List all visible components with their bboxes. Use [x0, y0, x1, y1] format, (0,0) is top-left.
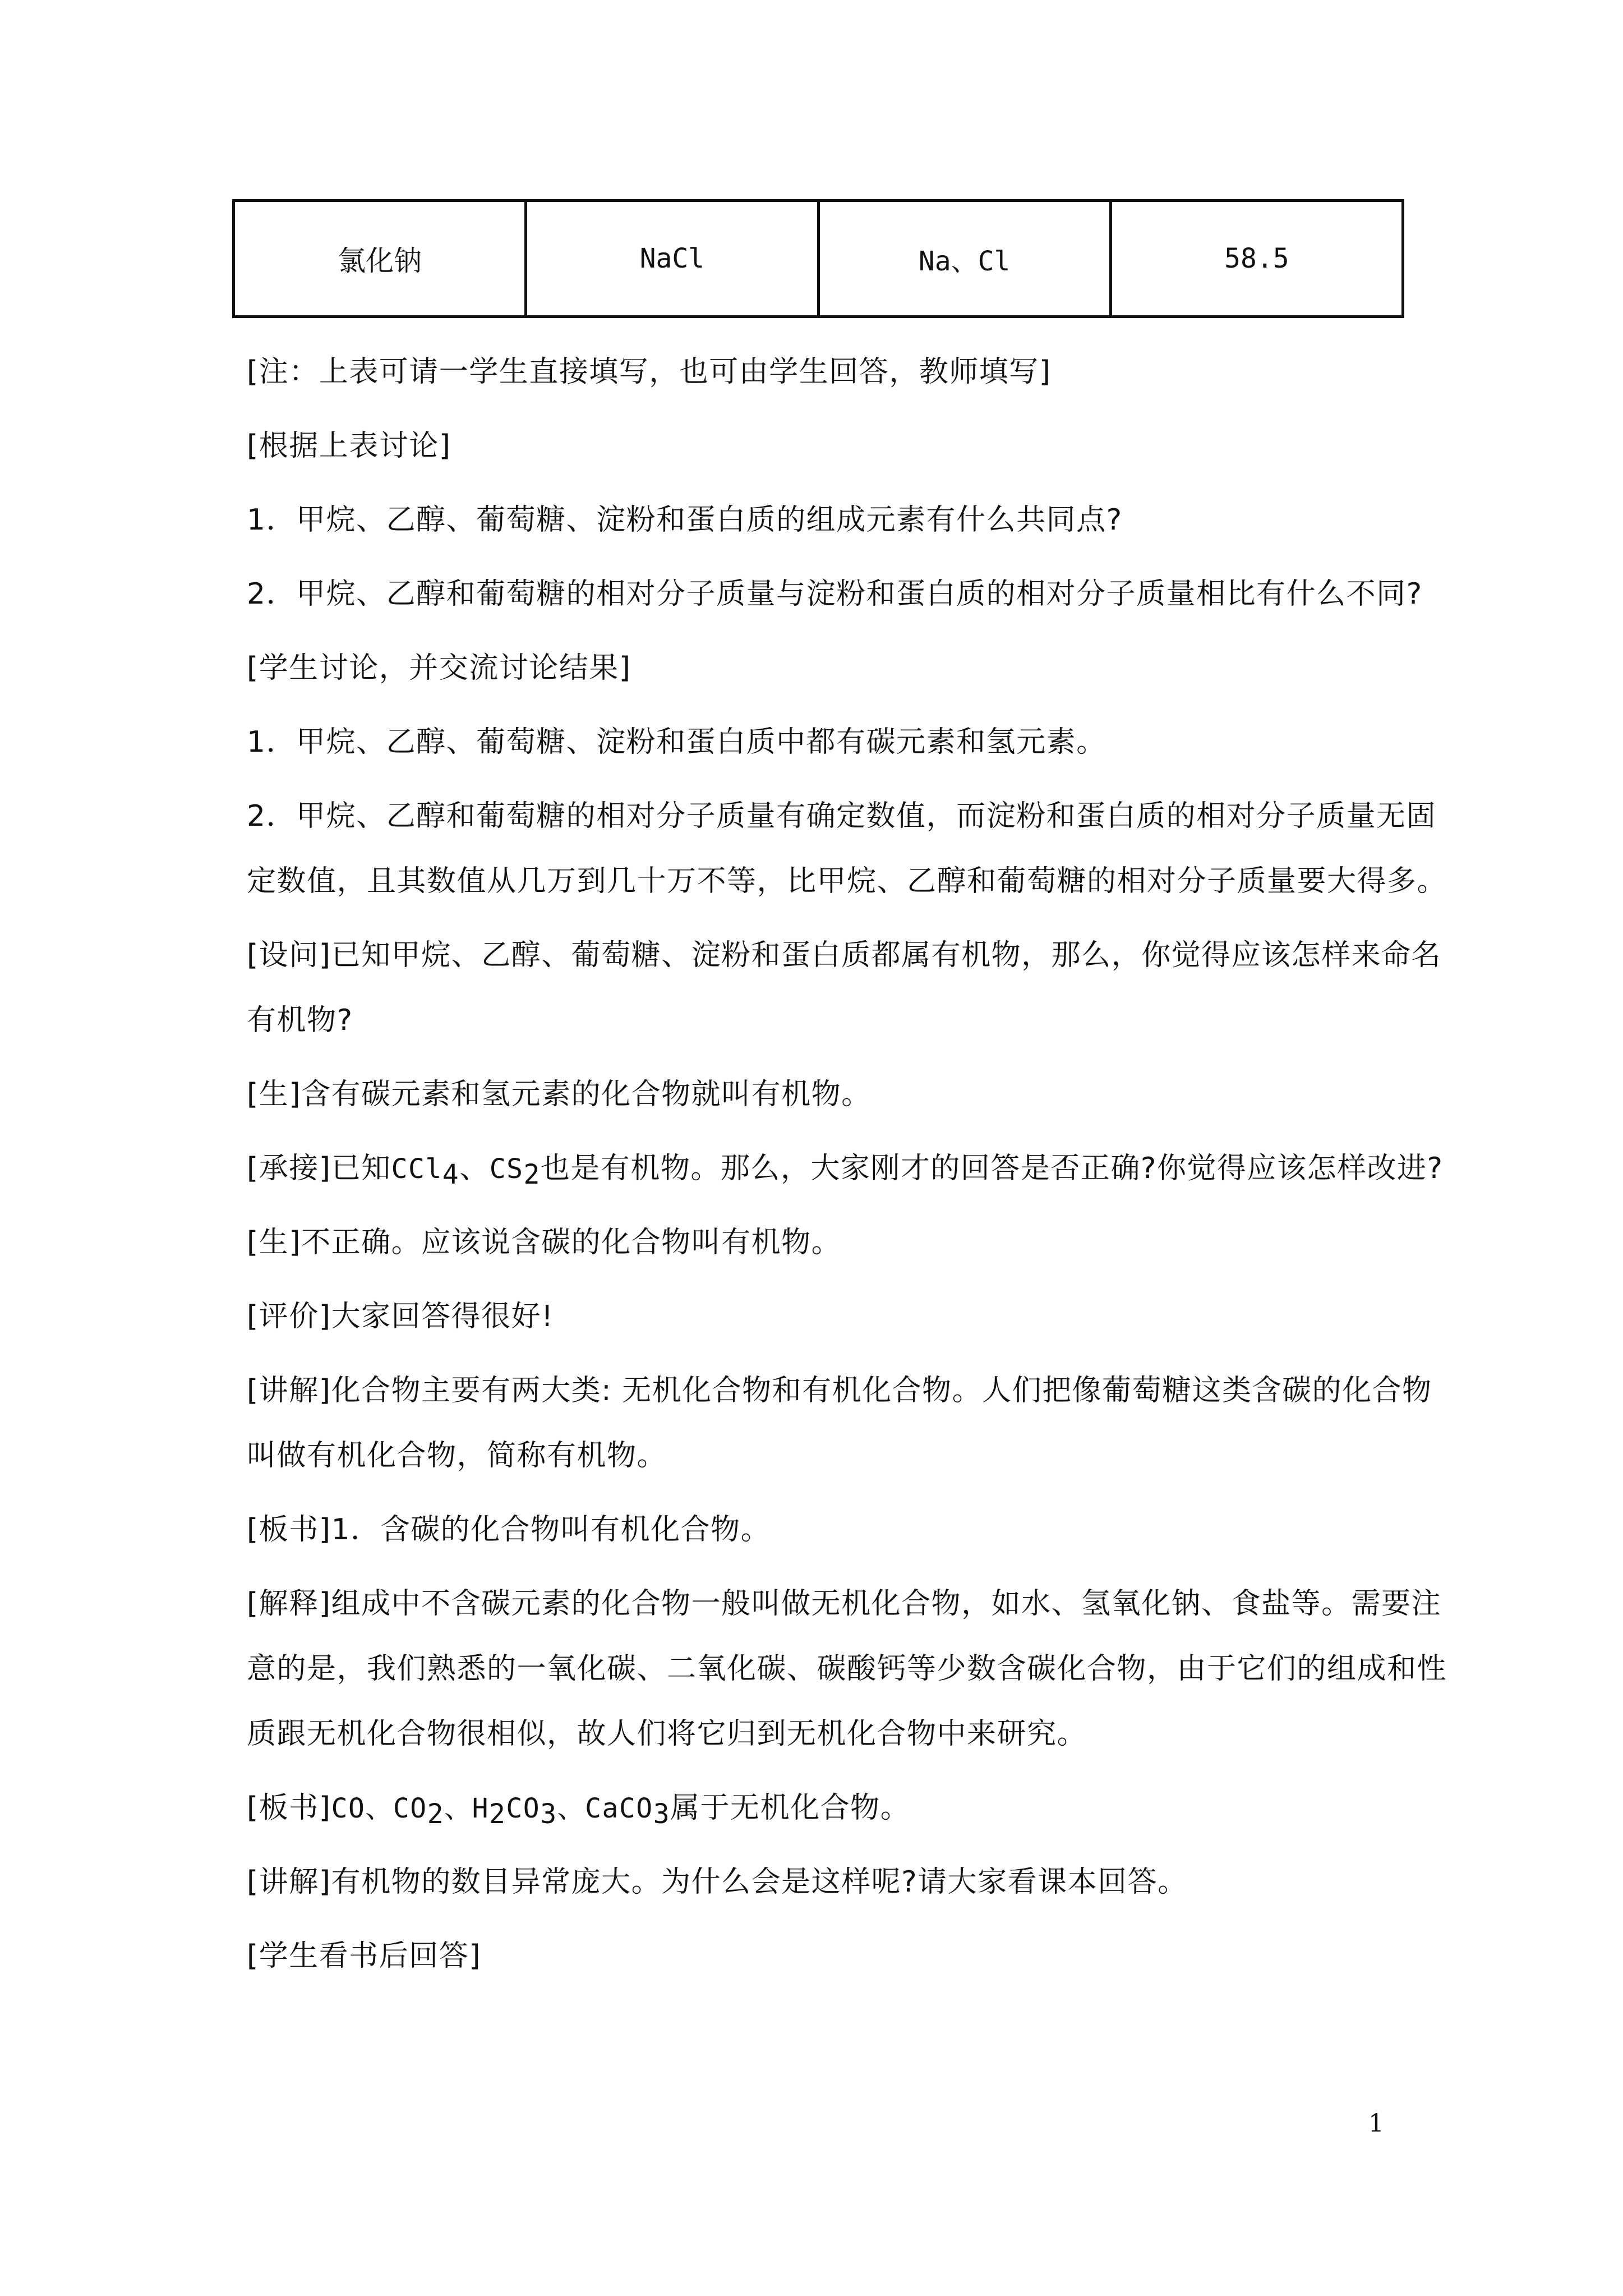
table-cell-name: 氯化钠 [234, 201, 526, 317]
question-1: 1．甲烷、乙醇、葡萄糖、淀粉和蛋白质的组成元素有什么共同点? [247, 503, 1123, 537]
formula-cs: CS [489, 1153, 524, 1185]
subscript: 3 [540, 1798, 557, 1830]
table-cell-formula: NaCl [526, 201, 818, 317]
answer-2-line-1: 2．甲烷、乙醇和葡萄糖的相对分子质量有确定数值，而淀粉和蛋白质的相对分子质量无固 [247, 799, 1437, 833]
discussion-heading: [根据上表讨论] [247, 429, 451, 463]
follow-up-prefix: [承接]已知 [247, 1152, 391, 1185]
board-note-1: [板书]1．含碳的化合物叫有机化合物。 [247, 1513, 771, 1547]
interpretation-line-1: [解释]组成中不含碳元素的化合物一般叫做无机化合物，如水、氢氧化钠、食盐等。需要注 [247, 1587, 1442, 1621]
answer-1: 1．甲烷、乙醇、葡萄糖、淀粉和蛋白质中都有碳元素和氢元素。 [247, 725, 1106, 759]
follow-up-line [247, 1144, 1444, 1190]
formula-ccl: CCl [391, 1153, 442, 1185]
formula-co-co2: CO、CO [331, 1793, 427, 1824]
student-answer-1: [生]含有碳元素和氢元素的化合物就叫有机物。 [247, 1078, 872, 1111]
formula-co: CO [506, 1793, 541, 1824]
explanation-line-1: [讲解]化合物主要有两大类: 无机化合物和有机化合物。人们把像葡萄糖这类含碳的化合物 [247, 1374, 1432, 1407]
board-suffix: 属于无机化合物。 [670, 1791, 911, 1825]
question-2: 2．甲烷、乙醇和葡萄糖的相对分子质量与淀粉和蛋白质的相对分子质量相比有什么不同? [247, 577, 1423, 611]
formula-h: 、H [444, 1793, 489, 1824]
table-cell-mass: 58.5 [1110, 201, 1403, 317]
subscript: 2 [427, 1798, 445, 1830]
question-prompt-line-2: 有机物? [247, 1004, 353, 1037]
formula-caco: 、CaCO [557, 1793, 653, 1824]
subscript: 3 [653, 1798, 671, 1830]
answer-2-line-2: 定数值，且其数值从几万到几十万不等，比甲烷、乙醇和葡萄糖的相对分子质量要大得多。 [247, 864, 1447, 898]
student-read-heading: [学生看书后回答] [247, 1939, 482, 1973]
board-prefix: [板书] [247, 1791, 331, 1825]
interpretation-line-3: 质跟无机化合物很相似，故人们将它归到无机化合物中来研究。 [247, 1717, 1087, 1751]
board-note-2 [247, 1784, 911, 1830]
student-answer-2: [生]不正确。应该说含碳的化合物叫有机物。 [247, 1226, 842, 1259]
table-cell-elements: Na、Cl [818, 201, 1110, 317]
evaluation-line: [评价]大家回答得很好! [247, 1300, 554, 1333]
question-prompt-line-1: [设问]已知甲烷、乙醇、葡萄糖、淀粉和蛋白质都属有机物，那么，你觉得应该怎样来命名 [247, 938, 1442, 972]
note-line: [注：上表可请一学生直接填写，也可由学生回答，教师填写] [247, 355, 1052, 389]
separator: 、 [459, 1152, 490, 1185]
interpretation-line-2: 意的是，我们熟悉的一氧化碳、二氧化碳、碳酸钙等少数含碳化合物，由于它们的组成和性 [247, 1652, 1447, 1686]
subscript: 2 [523, 1159, 541, 1190]
subscript: 4 [442, 1159, 460, 1190]
student-discussion-heading: [学生讨论，并交流讨论结果] [247, 651, 631, 685]
table-row [234, 201, 1403, 317]
follow-up-rest: 也是有机物。那么，大家刚才的回答是否正确?你觉得应该怎样改进? [540, 1152, 1444, 1185]
page-number: 1 [1368, 2109, 1384, 2138]
explanation-line-3: [讲解]有机物的数目异常庞大。为什么会是这样呢?请大家看课本回答。 [247, 1865, 1188, 1899]
subscript: 2 [489, 1798, 506, 1830]
compound-table [232, 199, 1404, 318]
explanation-line-2: 叫做有机化合物，简称有机物。 [247, 1439, 667, 1473]
